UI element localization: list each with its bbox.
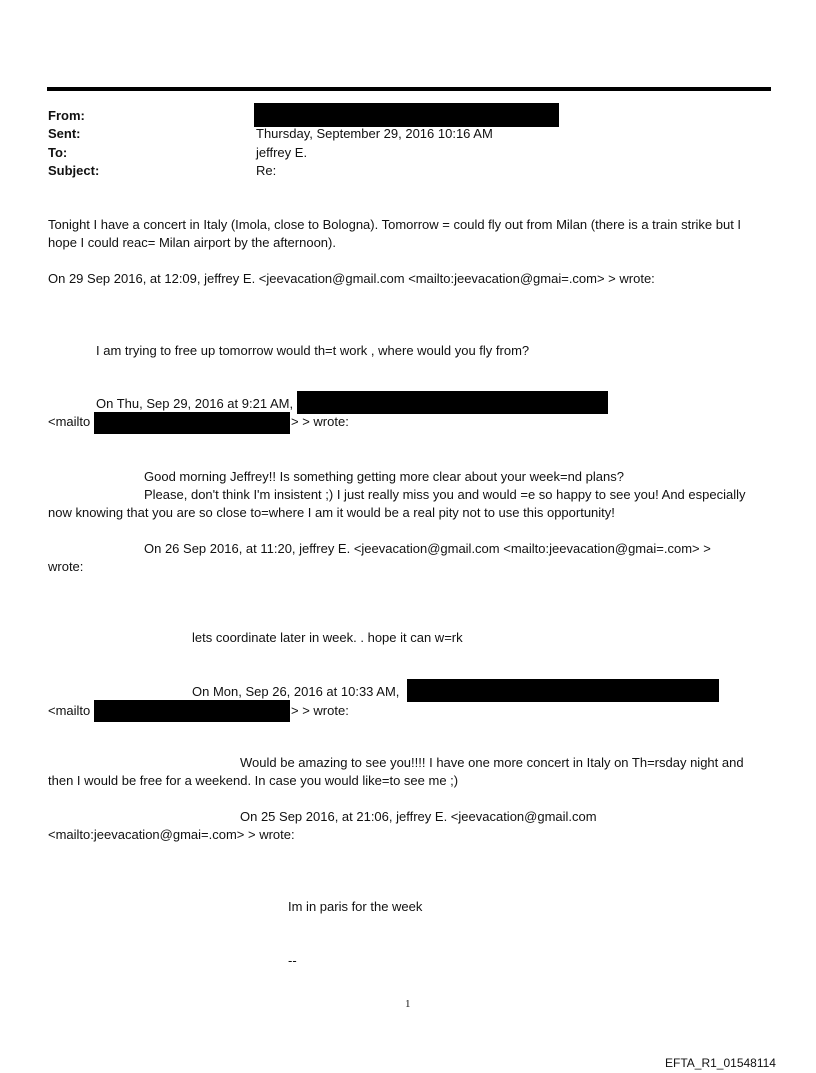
quote-header-3-line-1: On 26 Sep 2016, at 11:20, jeffrey E. <jeevacation@gmail.com <mailto:jeevacation@gmai=.com> > xyxy=(144,541,711,556)
subject-label: Subject: xyxy=(48,163,100,178)
redaction-mailto-1 xyxy=(94,412,290,434)
sent-value: Thursday, September 29, 2016 10:16 AM xyxy=(256,126,493,141)
to-value: jeffrey E. xyxy=(256,145,308,160)
subject-value: Re: xyxy=(256,163,277,178)
quoted-message-2-line-2: Please, don't think I'm insistent ;) I just really miss you and would =e so happy to see you! And especially xyxy=(144,487,746,502)
signature-separator: -- xyxy=(288,953,297,968)
quote-header-5-line-2: <mailto:jeevacation@gmai=.com> > wrote: xyxy=(48,827,295,842)
quoted-message-3: lets coordinate later in week. . hope it can w=rk xyxy=(192,630,463,645)
quoted-message-2-line-3: now knowing that you are so close to=where I am it would be a real pity not to use this opportunity! xyxy=(48,505,615,520)
mailto-suffix-2: > > wrote: xyxy=(291,703,349,718)
redaction-mailto-2 xyxy=(94,700,290,722)
document-id: EFTA_R1_01548114 xyxy=(665,1056,776,1070)
redaction-sender-1 xyxy=(297,391,608,414)
from-label: From: xyxy=(48,108,85,123)
redaction-from xyxy=(254,103,559,127)
quoted-message-1: I am trying to free up tomorrow would th=t work , where would you fly from? xyxy=(96,343,530,358)
to-label: To: xyxy=(48,145,68,160)
quoted-message-5: Im in paris for the week xyxy=(288,899,423,914)
quote-header-1: On 29 Sep 2016, at 12:09, jeffrey E. <jeevacation@gmail.com <mailto:jeevacation@gmai=.com> > wrote: xyxy=(48,271,655,286)
quoted-message-2-line-1: Good morning Jeffrey!! Is something getting more clear about your week=nd plans? xyxy=(144,469,624,484)
page-number: 1 xyxy=(405,998,411,1010)
header-rule xyxy=(47,87,771,91)
mailto-prefix-1: <mailto xyxy=(48,414,91,429)
quote-header-2-on: On Thu, Sep 29, 2016 at 9:21 AM, xyxy=(96,396,294,411)
quote-header-4-on: On Mon, Sep 26, 2016 at 10:33 AM, xyxy=(192,684,400,699)
redaction-sender-2 xyxy=(407,679,719,702)
quoted-message-4-line-2: then I would be free for a weekend. In case you would like=to see me ;) xyxy=(48,773,459,788)
quote-header-3-line-2: wrote: xyxy=(48,559,84,574)
mailto-suffix-1: > > wrote: xyxy=(291,414,349,429)
sent-label: Sent: xyxy=(48,126,81,141)
mailto-prefix-2: <mailto xyxy=(48,703,91,718)
body-paragraph-1: Tonight I have a concert in Italy (Imola, close to Bologna). Tomorrow = could fly out from Milan (there is a train strike but I hope I could reac= Milan airport by the afternoon). xyxy=(48,217,742,250)
quoted-message-4-line-1: Would be amazing to see you!!!! I have one more concert in Italy on Th=rsday night and xyxy=(240,755,744,770)
quote-header-5-line-1: On 25 Sep 2016, at 21:06, jeffrey E. <jeevacation@gmail.com xyxy=(240,809,597,824)
